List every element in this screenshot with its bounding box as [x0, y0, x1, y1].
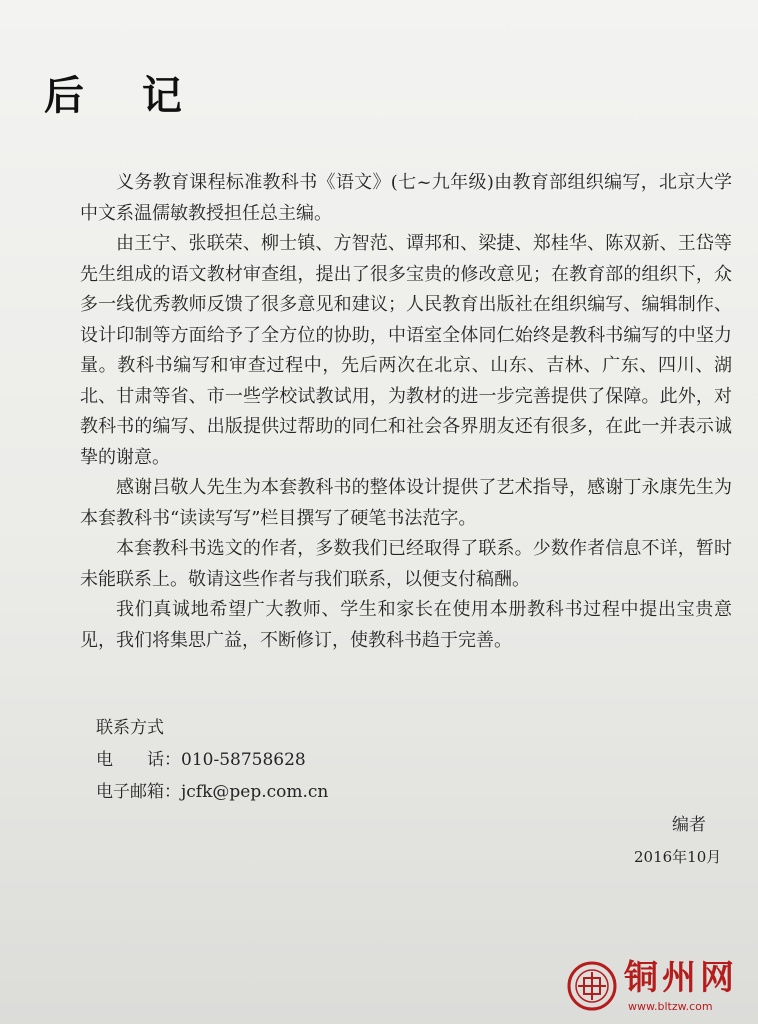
site-watermark — [566, 958, 752, 1018]
contact-info — [96, 712, 328, 808]
email-value: jcfk@pep.com.cn — [181, 782, 329, 802]
contact-heading: 联系方式 — [96, 718, 164, 738]
watermark-url: www.bltzw.com — [628, 1000, 713, 1013]
contact-phone-row — [96, 744, 328, 776]
paragraph-5: 我们真诚地希望广大教师、学生和家长在使用本册教科书过程中提出宝贵意见，我们将集思广益，不断修订，使教科书趋于完善。 — [80, 599, 732, 651]
paragraph-4: 本套教科书选文的作者，多数我们已经取得了联系。少数作者信息不详，暂时未能联系上。敬请这些作者与我们联系，以便支付稿酬。 — [80, 538, 732, 590]
seal-logo-icon — [566, 960, 618, 1012]
signature-editor: 编者 — [672, 815, 706, 835]
paragraph-2: 由王宁、张联荣、柳士镇、方智范、谭邦和、梁捷、郑桂华、陈双新、王岱等先生组成的语文教材审查组，提出了很多宝贵的修改意见；在教育部的组织下，众多一线优秀教师反馈了很多意见和建议；人民教育出版社在组织编写、编辑制作、设计印制等方面给予了全方位的协助，中语室全体同仁始终是教科书编写的中坚力量。教科书编写和审查过程中，先后两次在北京、山东、吉林、广东、四川、湖北、甘肃等省、市一些学校试教试用，为教材的进一步完善提供了保障。此外，对教科书的编写、出版提供过帮助的同仁和社会各界朋友还有很多，在此一并表示诚挚的谢意。 — [80, 233, 732, 468]
phone-value: 010-58758628 — [181, 750, 306, 770]
page-title: 后 记 — [44, 72, 204, 119]
contact-email-row — [96, 776, 328, 808]
email-label: 电子邮箱： — [96, 782, 181, 802]
phone-label: 电 话： — [96, 750, 181, 770]
postscript-body — [80, 168, 732, 656]
watermark-name: 铜州网 — [624, 958, 738, 998]
signature-date: 2016年10月 — [634, 848, 722, 866]
paragraph-3: 感谢吕敬人先生为本套教科书的整体设计提供了艺术指导，感谢丁永康先生为本套教科书“读读写写”栏目撰写了硬笔书法范字。 — [80, 477, 732, 529]
paragraph-1: 义务教育课程标准教科书《语文》(七~九年级)由教育部组织编写，北京大学中文系温儒敏教授担任总主编。 — [80, 172, 732, 224]
